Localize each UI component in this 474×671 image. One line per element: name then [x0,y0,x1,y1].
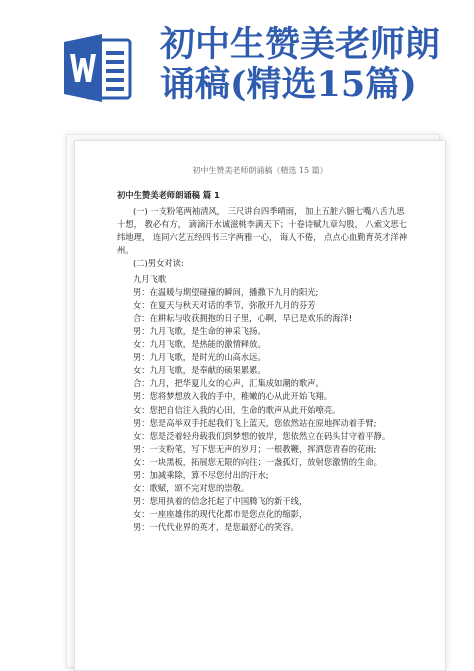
word-icon [62,30,134,106]
dialogue-line: 男：您是高举双手托起我们飞上蓝天，您依然站在原地挥动着手臂; [133,417,377,428]
dialogue-line: 女：九月飞歌，是热能的激情释放。 [133,339,266,350]
section-heading: (二)男女对读: [133,258,184,269]
dialogue-line: 男：一支粉笔，写下您无声的岁月；一根教鞭，挥洒您青春的花雨; [133,443,377,454]
dialogue-line: 合：九月，把华夏儿女的心声，汇集成如潮的歌声。 [133,378,324,389]
intro-paragraph: (一) 一支粉笔两袖清风， 三尺讲台四季晴雨， 加上五脏六腑七嘴八舌九思十想， 教必有方， 滴滴汗水诚滋桃李满天下；十卷诗赋九章勾股， 八索文思七纬地理， 连同六艺五经四书三字两雅一心， 诲人不倦， 点点心血勤育英才洋神州。 [117,206,408,256]
page-title-line-2: 诵稿(精选15篇) [160,64,417,105]
dialogue-line: 女：九月飞歌，是奉献的硕果累累。 [133,365,266,376]
dialogue-line: 女：您把自信注入我的心田，生命的歌声从此开始嘹亮。 [133,404,341,415]
page-title-line-1: 初中生赞美老师朗 [160,24,441,65]
dialogue-line: 女：在夏天与秋天对话的季节，弥散开九月的芬芳 [133,299,316,310]
document-title: 初中生赞美老师朗诵稿 篇 1 [117,190,220,200]
dialogue-line: 男：您用执着的信念托起了中国腾飞的新干线， [133,496,308,507]
dialogue-line: 女：一块黑板，拓展您无限的向往；一盏孤灯，放射您激情的生命。 [133,456,382,467]
dialogue-line: 男：加减乘除，算不尽您付出的汗水; [133,469,269,480]
dialogue-line: 男：九月飞歌，是时光的山高水远。 [133,352,266,363]
dialogue-line: 男：在温暖与期望碰撞的瞬间，播撒下九月的阳光; [133,286,319,297]
dialogue-line: 女：您是泛着轻舟载我们到梦想的彼岸，您依然立在码头甘守着平静。 [133,430,391,441]
dialogue-line: 女：歌赋，颂不完对您的崇敬。 [133,483,250,494]
dialogue-line: 男：九月飞歌，是生命的神采飞扬。 [133,325,266,336]
running-head: 初中生赞美老师朗诵稿（精选 15 篇） [192,166,328,175]
document-page [74,140,446,671]
dialogue-line: 合：在耕耘与收获拥抱的日子里，心啊，早已是欢乐的海洋! [133,312,353,323]
dialogue-line: 男：您将梦想放入我的手中，稚嫩的心从此开始飞翔。 [133,391,333,402]
dialogue-line: 男：一代代业界的英才，是您最舒心的笑容。 [133,522,299,533]
dialogue-line: 女：一座座雄伟的现代化都市是您点化的缩影， [133,509,308,520]
poem-title: 九月飞歌 [133,273,167,284]
page-header [0,0,474,122]
document-body [117,189,410,534]
